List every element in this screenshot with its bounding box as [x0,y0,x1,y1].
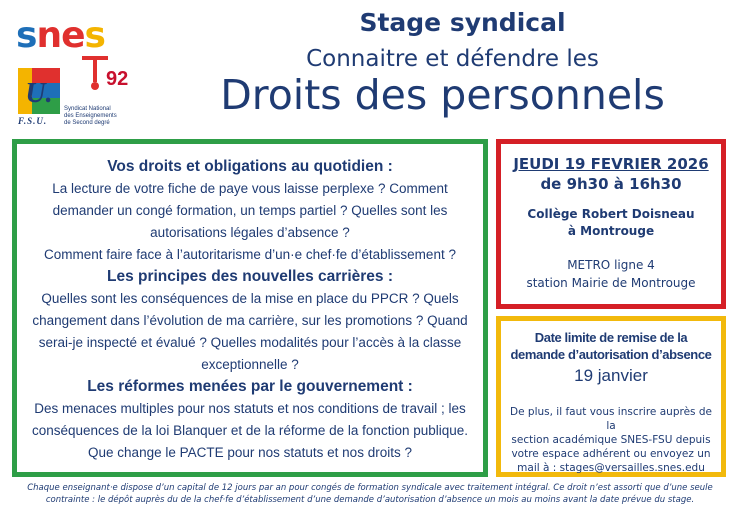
snes-wordmark: snes [16,15,105,56]
section-line: changement dans l’évolution de ma carrière, sur les promotions ? Quand [32,313,468,328]
fsu-emblem-icon [18,68,60,114]
deadline-heading: Date limite de remise de la demande d’autorisation d’absence [510,330,712,362]
logo-subtitle: Syndicat National des Enseignements de Second degré [64,106,117,126]
section-heading: Vos droits et obligations au quotidien : [107,158,393,175]
section-line: demander un congé formation, un temps partiel ? Quelles sont les [52,203,448,218]
section-line: exceptionnelle ? [201,357,299,372]
snes-fsu-logo [14,10,144,128]
event-hours: de 9h30 à 16h30 [540,175,682,193]
section-line: conséquences de la loi Blanquer et de la réforme de la fonction publique. [31,423,469,438]
section-line: Que change le PACTE pour nos statuts et nos droits ? [88,445,412,460]
registration-note: De plus, il faut vous inscrire auprès de la section académique SNES-FSU depuis votre espace adhérent ou envoyez un mail à : stages@versailles.snes.edu [510,406,712,474]
svg-text:U.: U. [25,78,53,109]
section-line: serai-je inspecté et évalué ? Quelles modalités pour l’accès à la classe [38,335,462,350]
section-heading: Les principes des nouvelles carrières : [106,268,394,285]
kicker: Stage syndical [359,8,566,37]
footnote: Chaque enseignant·e dispose d’un capital de 12 jours par an pour congés de formation syndicale avec traitement intégral. Ce droit n’est assorti que d’une seule contrainte : le dépôt auprès du de la chef·fe d’établissement d’une demande d’autorisation d’absence un mois au moins avant la date prévue du stage. [27,483,713,505]
fsu-label: F.S.U. [18,116,48,126]
content-box [12,139,488,477]
section-line: La lecture de votre fiche de paye vous laisse perplexe ? Comment [52,181,448,196]
section-line: Des menaces multiples pour nos statuts et nos conditions de travail ; les [34,401,466,416]
page-title: Droits des personnels [220,71,665,119]
section-line: autorisations légales d’absence ? [150,225,350,240]
event-box [496,139,726,309]
section-line: Comment faire face à l’autoritarisme d’un·e chef·fe d’établissement ? [44,247,456,262]
event-metro: METRO ligne 4 station Mairie de Montrouge [526,258,696,290]
deadline-box [496,316,726,477]
page-subtitle: Connaitre et défendre les [306,46,599,72]
section-heading: Les réformes menées par le gouvernement : [87,378,413,395]
department-number: 92 [106,68,129,90]
event-venue: Collège Robert Doisneau à Montrouge [527,207,695,238]
section-line: Quelles sont les conséquences de la mise en place du PPCR ? Quels [41,291,459,306]
event-date: JEUDI 19 FEVRIER 2026 [513,155,709,173]
deadline-date: 19 janvier [574,366,648,385]
